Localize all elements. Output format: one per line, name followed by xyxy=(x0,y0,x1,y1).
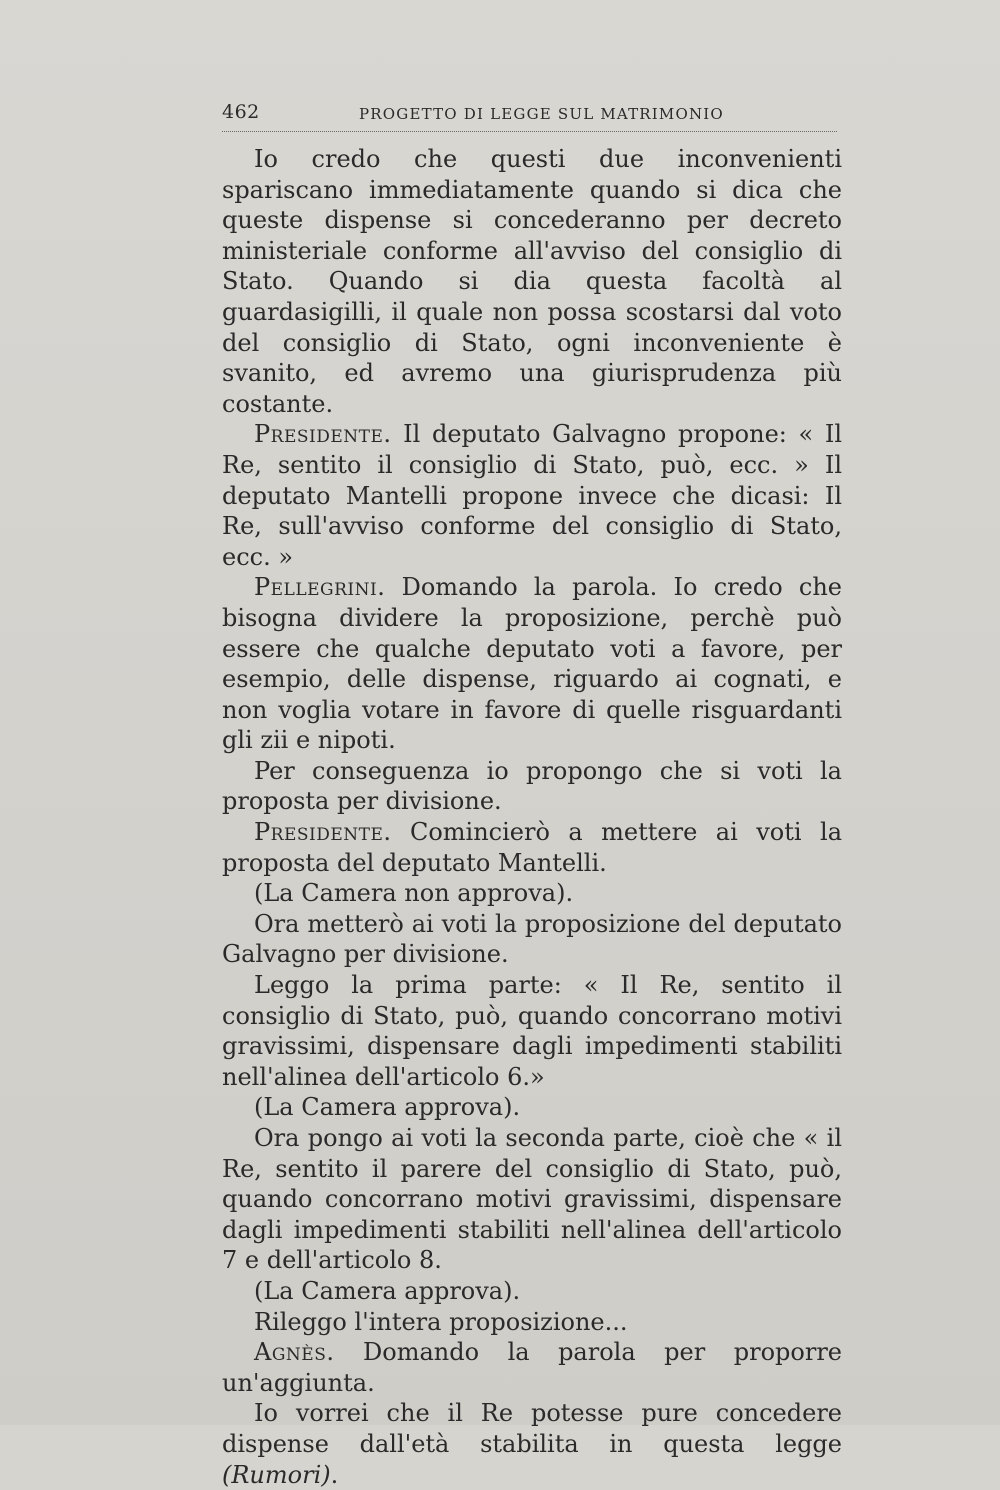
header-rule xyxy=(222,131,837,132)
speaker-name: Presidente. xyxy=(254,420,392,449)
running-title: PROGETTO DI LEGGE SUL MATRIMONIO xyxy=(359,105,724,123)
speaker-name: Agnès. xyxy=(254,1338,335,1367)
paragraph: Ora metterò ai voti la proposizione del deputato Galvagno per divisione. xyxy=(222,909,842,969)
paragraph: (La Camera approva). xyxy=(254,1093,521,1122)
paragraph: (La Camera approva). xyxy=(254,1276,521,1305)
speaker-name: Pellegrini. xyxy=(254,573,386,602)
paragraph: Presidente. Comincierò a mettere ai voti la proposta del deputato Mantelli. xyxy=(222,818,842,877)
speaker-name: Presidente. xyxy=(254,818,392,847)
paragraph: Leggo la prima parte: « Il Re, sentito il consiglio di Stato, può, quando concorrano motivi gravissimi, dispensare dagli impedimenti stabiliti nell'alinea dell'articolo 6.» xyxy=(222,971,842,1091)
page-header xyxy=(222,101,837,131)
stage-direction: (Rumori) xyxy=(222,1460,331,1489)
paragraph: (La Camera non approva). xyxy=(254,879,574,908)
paragraph: Agnès. Domando la parola per proporre un'aggiunta. xyxy=(222,1338,842,1397)
page-number: 462 xyxy=(222,101,260,123)
paragraph: Ora pongo ai voti la seconda parte, cioè che « il Re, sentito il parere del consiglio di Stato, può, quando concorrano motivi gravissimi, dispensare dagli impedimenti stabiliti nell'alinea dell'articolo 7 e dell'articolo 8. xyxy=(222,1124,842,1275)
paragraph: Per conseguenza io propongo che si voti la proposta per divisione. xyxy=(222,756,842,816)
paragraph: Presidente. Il deputato Galvagno propone: « Il Re, sentito il consiglio di Stato, può, ecc. » Il deputato Mantelli propone invece che dicasi: Il Re, sull'avviso conforme del consiglio di Stato, ecc. » xyxy=(222,420,842,571)
paragraph: Io credo che questi due inconvenienti spariscano immediatamente quando si dica che queste dispense si concederanno per decreto ministeriale conforme all'avviso del consiglio di Stato. Quando si dia questa facoltà al guardasigilli, il quale non possa scostarsi dal voto del consiglio di Stato, ogni inconveniente è svanito, ed avremo una giurisprudenza più costante. xyxy=(222,145,842,418)
paragraph: Pellegrini. Domando la parola. Io credo che bisogna dividere la proposizione, perchè può essere che qualche deputato voti a favore, per esempio, delle dispense, riguardo ai cognati, e non voglia votare in favore di quelle risguardanti gli zii e nipoti. xyxy=(222,573,842,755)
paragraph: Io vorrei che il Re potesse pure concedere dispense dall'età stabilita in questa legge (Rumori). xyxy=(222,1399,842,1489)
paragraph: Rileggo l'intera proposizione... xyxy=(254,1307,628,1336)
body-text xyxy=(222,144,842,1490)
